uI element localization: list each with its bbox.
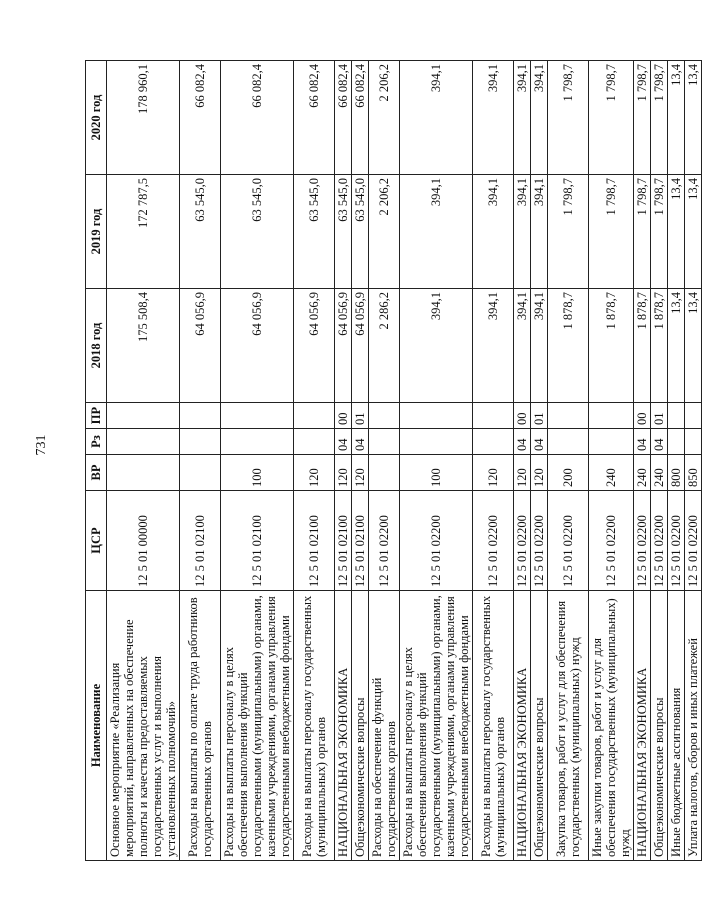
- row-rz: [180, 429, 221, 455]
- row-value-2019: 1 798,7: [548, 175, 589, 289]
- row-value-2018: 394,1: [514, 289, 531, 403]
- row-value-2020: 66 082,4: [335, 61, 352, 175]
- row-name: Расходы на выплаты по оплате труда работников государственных органов: [180, 591, 221, 861]
- row-vr: 120: [531, 455, 548, 491]
- row-value-2020: 394,1: [473, 61, 514, 175]
- row-csr: 12 5 01 02200: [548, 491, 589, 591]
- row-value-2018: 2 286,2: [369, 289, 400, 403]
- table-row: [400, 61, 473, 861]
- row-csr: 12 5 01 02200: [651, 491, 668, 591]
- row-value-2020: 394,1: [514, 61, 531, 175]
- row-value-2018: 64 056,9: [352, 289, 369, 403]
- row-value-2020: 13,4: [668, 61, 685, 175]
- row-value-2018: 64 056,9: [221, 289, 294, 403]
- row-value-2019: 63 545,0: [180, 175, 221, 289]
- row-vr: 120: [294, 455, 335, 491]
- row-value-2020: 66 082,4: [294, 61, 335, 175]
- row-rz: 04: [352, 429, 369, 455]
- row-value-2018: 394,1: [400, 289, 473, 403]
- header-csr: ЦСР: [86, 491, 107, 591]
- row-value-2020: 394,1: [400, 61, 473, 175]
- row-csr: 12 5 01 02100: [221, 491, 294, 591]
- row-value-2019: 13,4: [668, 175, 685, 289]
- row-value-2018: 1 878,7: [634, 289, 651, 403]
- row-name: НАЦИОНАЛЬНАЯ ЭКОНОМИКА: [335, 591, 352, 861]
- page-number: 731: [34, 434, 49, 456]
- row-vr: [107, 455, 180, 491]
- row-pr: [369, 403, 400, 429]
- table-row: [369, 61, 400, 861]
- table-row: [221, 61, 294, 861]
- row-rz: 04: [514, 429, 531, 455]
- row-vr: 240: [634, 455, 651, 491]
- row-value-2020: 66 082,4: [180, 61, 221, 175]
- table-body: [107, 61, 702, 861]
- row-name: Иные закупки товаров, работ и услуг для обеспечения государственных (муниципальных) нужд: [589, 591, 634, 861]
- row-rz: 04: [335, 429, 352, 455]
- row-value-2020: 2 206,2: [369, 61, 400, 175]
- row-value-2018: 13,4: [668, 289, 685, 403]
- table-row: [335, 61, 352, 861]
- table-header-row: [86, 61, 107, 861]
- row-pr: [294, 403, 335, 429]
- row-vr: 120: [514, 455, 531, 491]
- row-value-2019: 1 798,7: [651, 175, 668, 289]
- row-csr: 12 5 01 02200: [369, 491, 400, 591]
- row-rz: [107, 429, 180, 455]
- row-name: Расходы на выплаты персоналу в целях обеспечения выполнения функций государственными (муниципальными) органами, казенными учреждениями, органами управления государственными внебюджетными фондами: [400, 591, 473, 861]
- row-value-2019: 2 206,2: [369, 175, 400, 289]
- row-name: Общеэкономические вопросы: [352, 591, 369, 861]
- row-csr: 12 5 01 02200: [400, 491, 473, 591]
- row-rz: [668, 429, 685, 455]
- row-vr: 200: [548, 455, 589, 491]
- row-value-2019: 394,1: [531, 175, 548, 289]
- row-csr: 12 5 01 02100: [352, 491, 369, 591]
- row-vr: 240: [589, 455, 634, 491]
- row-csr: 12 5 01 02200: [668, 491, 685, 591]
- row-value-2019: 1 798,7: [634, 175, 651, 289]
- row-vr: 240: [651, 455, 668, 491]
- row-value-2019: 63 545,0: [294, 175, 335, 289]
- row-rz: 04: [651, 429, 668, 455]
- row-pr: [107, 403, 180, 429]
- table-row: [634, 61, 651, 861]
- row-rz: [221, 429, 294, 455]
- row-csr: 12 5 01 02200: [514, 491, 531, 591]
- row-value-2019: 63 545,0: [335, 175, 352, 289]
- row-pr: [180, 403, 221, 429]
- row-value-2019: 63 545,0: [352, 175, 369, 289]
- row-value-2020: 13,4: [685, 61, 702, 175]
- table-row: [531, 61, 548, 861]
- row-value-2020: 66 082,4: [221, 61, 294, 175]
- row-rz: 04: [634, 429, 651, 455]
- row-pr: 00: [514, 403, 531, 429]
- table-row: [294, 61, 335, 861]
- row-value-2018: 64 056,9: [180, 289, 221, 403]
- row-rz: [685, 429, 702, 455]
- row-value-2018: 64 056,9: [294, 289, 335, 403]
- row-pr: [589, 403, 634, 429]
- budget-table: [85, 60, 702, 861]
- header-rz: Рз: [86, 429, 107, 455]
- header-pr: ПР: [86, 403, 107, 429]
- row-csr: 12 5 01 02200: [473, 491, 514, 591]
- row-vr: 120: [352, 455, 369, 491]
- row-name: Уплата налогов, сборов и иных платежей: [685, 591, 702, 861]
- row-csr: 12 5 01 02100: [294, 491, 335, 591]
- row-name: НАЦИОНАЛЬНАЯ ЭКОНОМИКА: [634, 591, 651, 861]
- row-vr: 800: [668, 455, 685, 491]
- table-row: [180, 61, 221, 861]
- row-pr: 00: [335, 403, 352, 429]
- table-row: [473, 61, 514, 861]
- row-value-2018: 175 508,4: [107, 289, 180, 403]
- row-pr: [548, 403, 589, 429]
- row-pr: [400, 403, 473, 429]
- row-name: Закупка товаров, работ и услуг для обеспечения государственных (муниципальных) нужд: [548, 591, 589, 861]
- row-csr: 12 5 01 02200: [531, 491, 548, 591]
- row-value-2020: 394,1: [531, 61, 548, 175]
- row-pr: [221, 403, 294, 429]
- header-2018: 2018 год: [86, 289, 107, 403]
- row-value-2018: 1 878,7: [548, 289, 589, 403]
- header-vr: ВР: [86, 455, 107, 491]
- row-value-2020: 1 798,7: [651, 61, 668, 175]
- row-rz: [294, 429, 335, 455]
- row-value-2019: 13,4: [685, 175, 702, 289]
- row-pr: 01: [651, 403, 668, 429]
- table-row: [589, 61, 634, 861]
- header-2020: 2020 год: [86, 61, 107, 175]
- row-rz: 04: [531, 429, 548, 455]
- row-vr: 120: [335, 455, 352, 491]
- row-value-2018: 64 056,9: [335, 289, 352, 403]
- row-name: Расходы на обеспечение функций государственных органов: [369, 591, 400, 861]
- row-pr: 00: [634, 403, 651, 429]
- row-csr: 12 5 01 02200: [589, 491, 634, 591]
- row-value-2018: 394,1: [473, 289, 514, 403]
- row-name: Общеэкономические вопросы: [651, 591, 668, 861]
- row-name: Расходы на выплаты персоналу государственных (муниципальных) органов: [294, 591, 335, 861]
- row-value-2019: 394,1: [473, 175, 514, 289]
- row-pr: [668, 403, 685, 429]
- row-name: Иные бюджетные ассигнования: [668, 591, 685, 861]
- row-csr: 12 5 01 00000: [107, 491, 180, 591]
- row-pr: [685, 403, 702, 429]
- row-rz: [589, 429, 634, 455]
- row-value-2018: 1 878,7: [651, 289, 668, 403]
- row-vr: [180, 455, 221, 491]
- row-value-2019: 1 798,7: [589, 175, 634, 289]
- row-vr: 850: [685, 455, 702, 491]
- table-row: [668, 61, 685, 861]
- row-rz: [400, 429, 473, 455]
- row-vr: [369, 455, 400, 491]
- row-value-2018: 13,4: [685, 289, 702, 403]
- row-name: Общеэкономические вопросы: [531, 591, 548, 861]
- row-rz: [548, 429, 589, 455]
- row-value-2019: 172 787,5: [107, 175, 180, 289]
- header-2019: 2019 год: [86, 175, 107, 289]
- row-name: Основное мероприятие «Реализация мероприятий, направленных на обеспечение полноты и качества предоставляемых государственных услуг и выполнения установленных полномочий»: [107, 591, 180, 861]
- row-vr: 100: [221, 455, 294, 491]
- row-value-2020: 178 960,1: [107, 61, 180, 175]
- row-value-2020: 66 082,4: [352, 61, 369, 175]
- table-row: [107, 61, 180, 861]
- budget-table-rotated: [85, 61, 700, 861]
- row-csr: 12 5 01 02200: [685, 491, 702, 591]
- table-row: [514, 61, 531, 861]
- row-name: НАЦИОНАЛЬНАЯ ЭКОНОМИКА: [514, 591, 531, 861]
- row-value-2018: 1 878,7: [589, 289, 634, 403]
- table-row: [685, 61, 702, 861]
- table-row: [352, 61, 369, 861]
- table-row: [651, 61, 668, 861]
- row-pr: 01: [352, 403, 369, 429]
- row-value-2020: 1 798,7: [548, 61, 589, 175]
- table-row: [548, 61, 589, 861]
- row-value-2020: 1 798,7: [589, 61, 634, 175]
- row-value-2019: 394,1: [400, 175, 473, 289]
- row-csr: 12 5 01 02200: [634, 491, 651, 591]
- row-rz: [473, 429, 514, 455]
- row-name: Расходы на выплаты персоналу государственных (муниципальных) органов: [473, 591, 514, 861]
- row-csr: 12 5 01 02100: [335, 491, 352, 591]
- row-pr: [473, 403, 514, 429]
- row-vr: 120: [473, 455, 514, 491]
- row-value-2019: 394,1: [514, 175, 531, 289]
- row-csr: 12 5 01 02100: [180, 491, 221, 591]
- row-rz: [369, 429, 400, 455]
- row-value-2018: 394,1: [531, 289, 548, 403]
- row-vr: 100: [400, 455, 473, 491]
- row-value-2019: 63 545,0: [221, 175, 294, 289]
- row-pr: 01: [531, 403, 548, 429]
- header-name: Наименование: [86, 591, 107, 861]
- row-name: Расходы на выплаты персоналу в целях обеспечения выполнения функций государственными (муниципальными) органами, казенными учреждениями, органами управления государственными внебюджетными фондами: [221, 591, 294, 861]
- row-value-2020: 1 798,7: [634, 61, 651, 175]
